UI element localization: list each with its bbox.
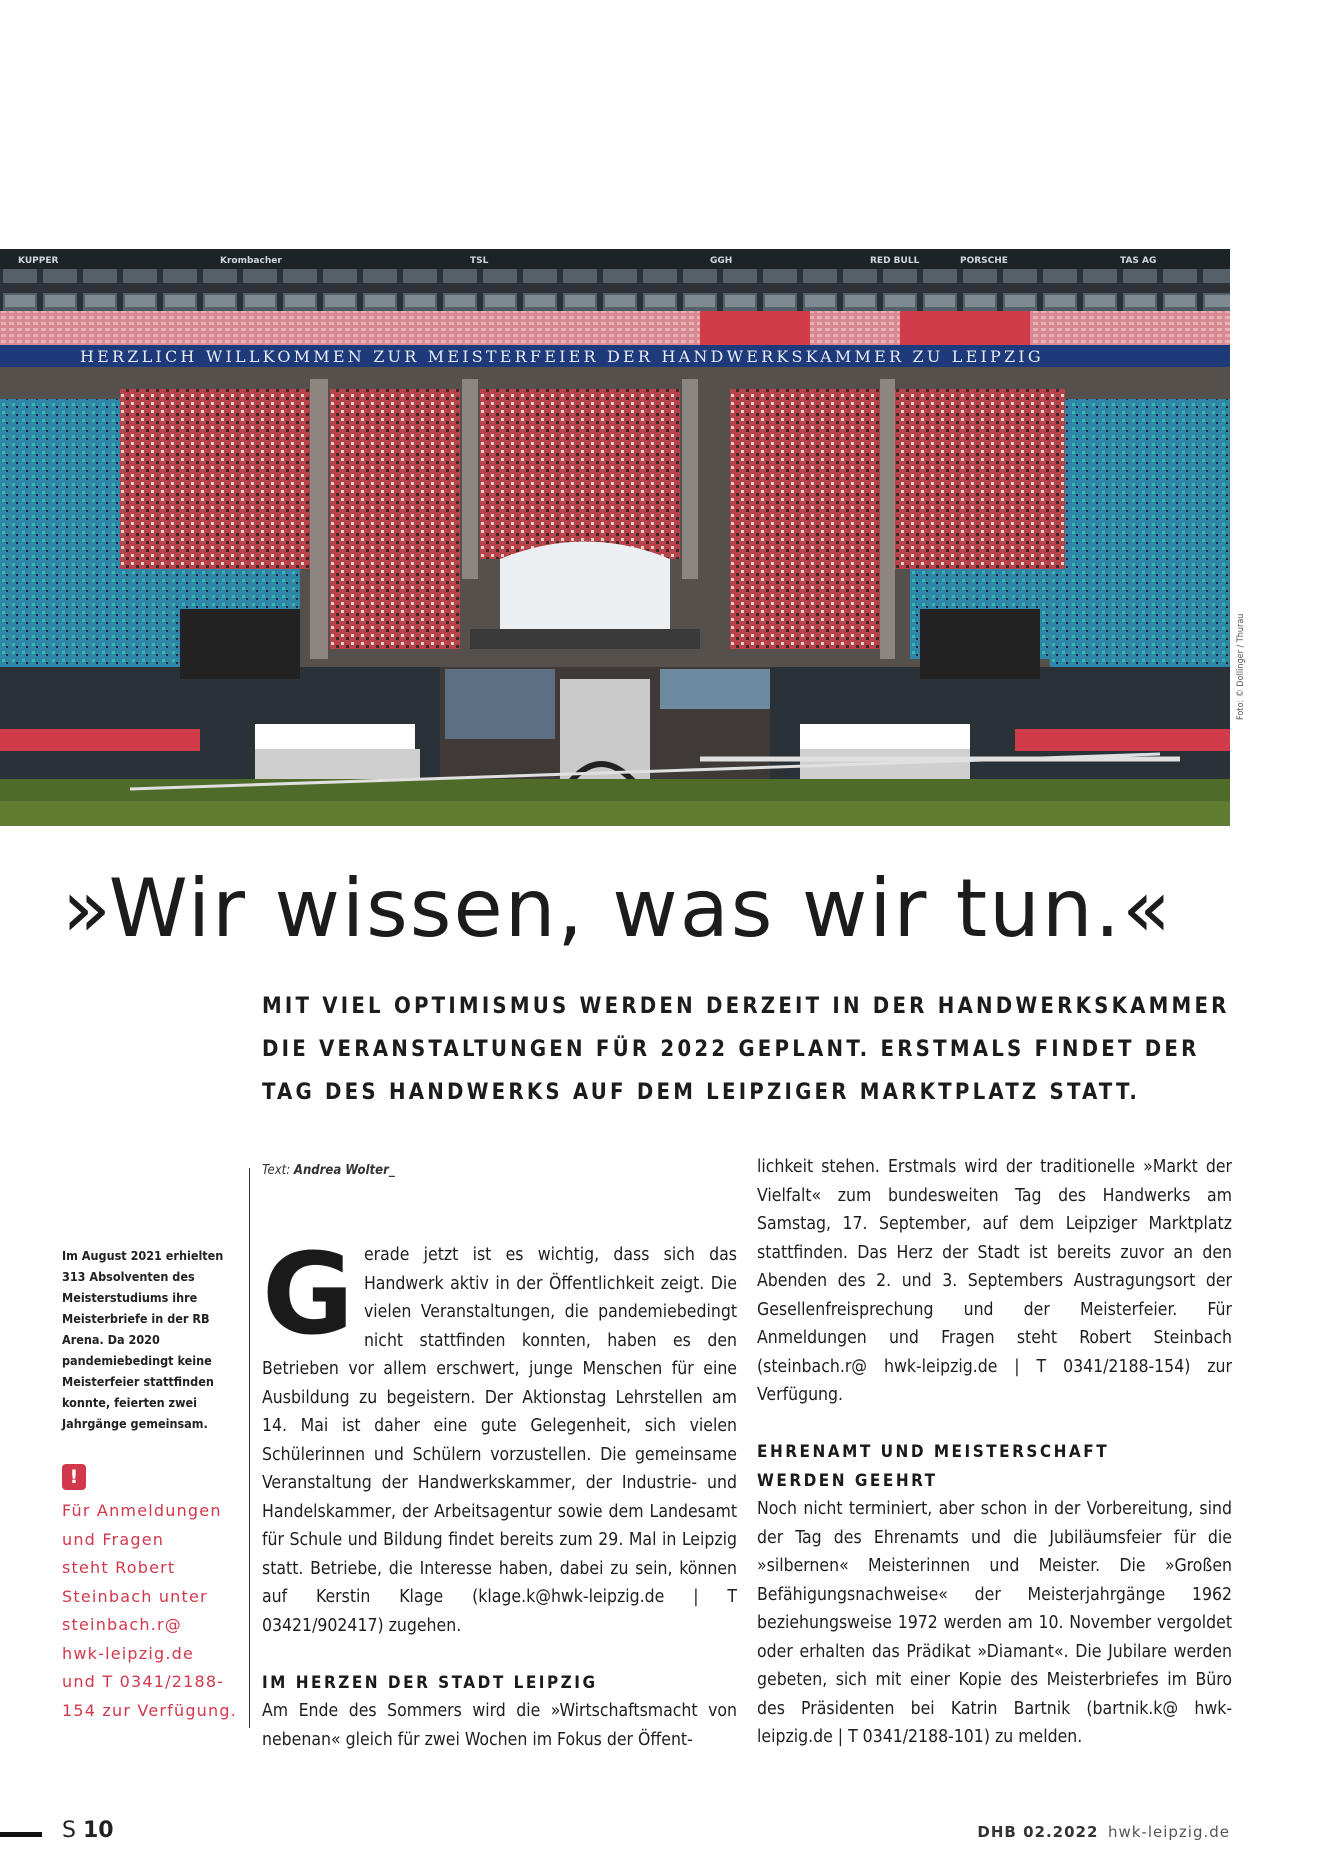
footer-bar (0, 1832, 42, 1837)
photo-caption: Im August 2021 erhielten 313 Absolventen des Meisterstudiums ihre Meisterbriefe in der RB Arena. Da 2020 pandemiebedingt keine Meisterfeier stattfinden konnte, feierten zwei Jahrgänge gemeinsam. (62, 1248, 224, 1431)
svg-text:Krombacher: Krombacher (220, 256, 282, 266)
info-line: und Fragen (62, 1529, 165, 1549)
article-paragraph-3: Noch nicht terminiert, aber schon in der Vorbereitung, sind der Tag des Ehrenamts und die Jubiläumsfeier für die »silbernen« Meisterinnen und Meister. Die »Großen Befähigungsnachweise« der Meisterjahrgänge 1962 beziehungsweise 1972 werden am 10. November vergoldet oder erhalten das Prädikat »Diamant«. Die Jubilare werden gebeten, sich mit einer Kopie des Meisterbriefes im Büro des Präsidenten bei Katrin Bartnik (bartnik.k@ hwk-leipzig.de | T 0341/2188-101) zu melden. (757, 1499, 1232, 1747)
lead-line: MIT VIEL OPTIMISMUS WERDEN DERZEIT IN DER HANDWERKSKAMMER (262, 994, 1230, 1019)
magazine-issue: DHB 02.2022 (977, 1823, 1099, 1841)
column-divider (249, 1168, 250, 1728)
headline: »Wir wissen, was wir tun.« (62, 862, 1173, 955)
byline-label: Text: (262, 1163, 294, 1178)
svg-text:KUPPER: KUPPER (18, 256, 59, 266)
subheading-ehrenamt-line2: WERDEN GEEHRT (757, 1470, 938, 1491)
article-paragraph-1: erade jetzt ist es wichtig, dass sich das Handwerk aktiv in der Öffentlichkeit zeigt. Die vielen Veranstaltungen, die pandemiebedingt nicht stattfinden konnten, haben es den Betrieben vor allem erschwert, junge Menschen für eine Ausbildung zu begeistern. Der Aktionstag Lehrstellen am 14. Mai ist daher eine gute Gelegenheit, sich vielen Schülerinnen und Schülern vorzustellen. Die gemeinsame Veranstaltung der Handwerkskammer, der Industrie- und Handelskammer, der Arbeitsagentur sowie dem Landesamt für Schule und Bildung findet bereits zum 29. Mal in Leipzig statt. Betriebe, die Interesse haben, dabei zu sein, können auf Kerstin Klage (klage.k@hwk-leipzig.de | T 03421/902417) zugehen. (262, 1245, 737, 1636)
svg-text:GGH: GGH (710, 256, 733, 266)
exclamation-icon: ! (62, 1464, 86, 1490)
info-line: hwk-leipzig.de (62, 1643, 195, 1663)
lead-paragraph (262, 985, 1230, 1114)
info-line: und T 0341/2188- (62, 1672, 225, 1691)
footer-right (977, 1823, 1230, 1841)
info-line: steinbach.r@ (62, 1615, 183, 1634)
page-prefix: S (62, 1818, 83, 1843)
banner-text: HERZLICH WILLKOMMEN ZUR MEISTERFEIER DER HANDWERKSKAMMER ZU LEIPZIG (80, 347, 1044, 366)
info-line: Für Anmeldungen (62, 1501, 222, 1520)
footer-url: hwk-leipzig.de (1107, 1823, 1230, 1841)
svg-text:TAS AG: TAS AG (1120, 256, 1157, 266)
article-paragraph-2-end: lichkeit stehen. Erstmals wird der traditionelle »Markt der Vielfalt« zum bundesweiten Tag des Handwerks am Samstag, 17. September, auf dem Leipziger Marktplatz stattfinden. Das Herz der Stadt ist bereits zuvor an den Abenden des 2. und 3. Septembers Austragungsort der Gesellenfreisprechung und der Meisterfeier. Für Anmeldungen und Fragen steht Robert Steinbach (steinbach.r@ hwk-leipzig.de | T 0341/2188-154) zur Verfügung. (757, 1157, 1232, 1405)
stadium-photo (0, 249, 1230, 826)
byline (262, 1163, 395, 1178)
lead-line: TAG DES HANDWERKS AUF DEM LEIPZIGER MARKTPLATZ STATT. (262, 1080, 1141, 1105)
article-paragraph-2-start: Am Ende des Sommers wird die »Wirtschaftsmacht von nebenan« gleich für zwei Wochen im Fokus der Öffent- (262, 1701, 737, 1750)
subheading-ehrenamt-line1: EHRENAMT UND MEISTERSCHAFT (757, 1442, 1110, 1462)
svg-text:RED BULL: RED BULL (870, 256, 920, 266)
info-box (62, 1497, 247, 1725)
svg-text:PORSCHE: PORSCHE (960, 256, 1008, 266)
article-column-1 (262, 1230, 737, 1754)
article-column-2 (757, 1153, 1232, 1752)
page-number-value: 10 (82, 1818, 114, 1843)
info-line: Steinbach unter (62, 1586, 208, 1606)
page-number (62, 1818, 114, 1843)
dropcap: G (262, 1230, 354, 1360)
photo-credit: Foto: © Dollinger / Thurau (1236, 613, 1246, 720)
subheading-im-herzen: IM HERZEN DER STADT LEIPZIG (262, 1672, 598, 1693)
byline-author: Andrea Wolter_ (293, 1163, 395, 1178)
info-line: steht Robert (62, 1558, 176, 1577)
svg-text:TSL: TSL (470, 256, 489, 266)
info-line: 154 zur Verfügung. (62, 1700, 238, 1720)
lead-line: DIE VERANSTALTUNGEN FÜR 2022 GEPLANT. ERSTMALS FINDET DER (262, 1037, 1200, 1062)
